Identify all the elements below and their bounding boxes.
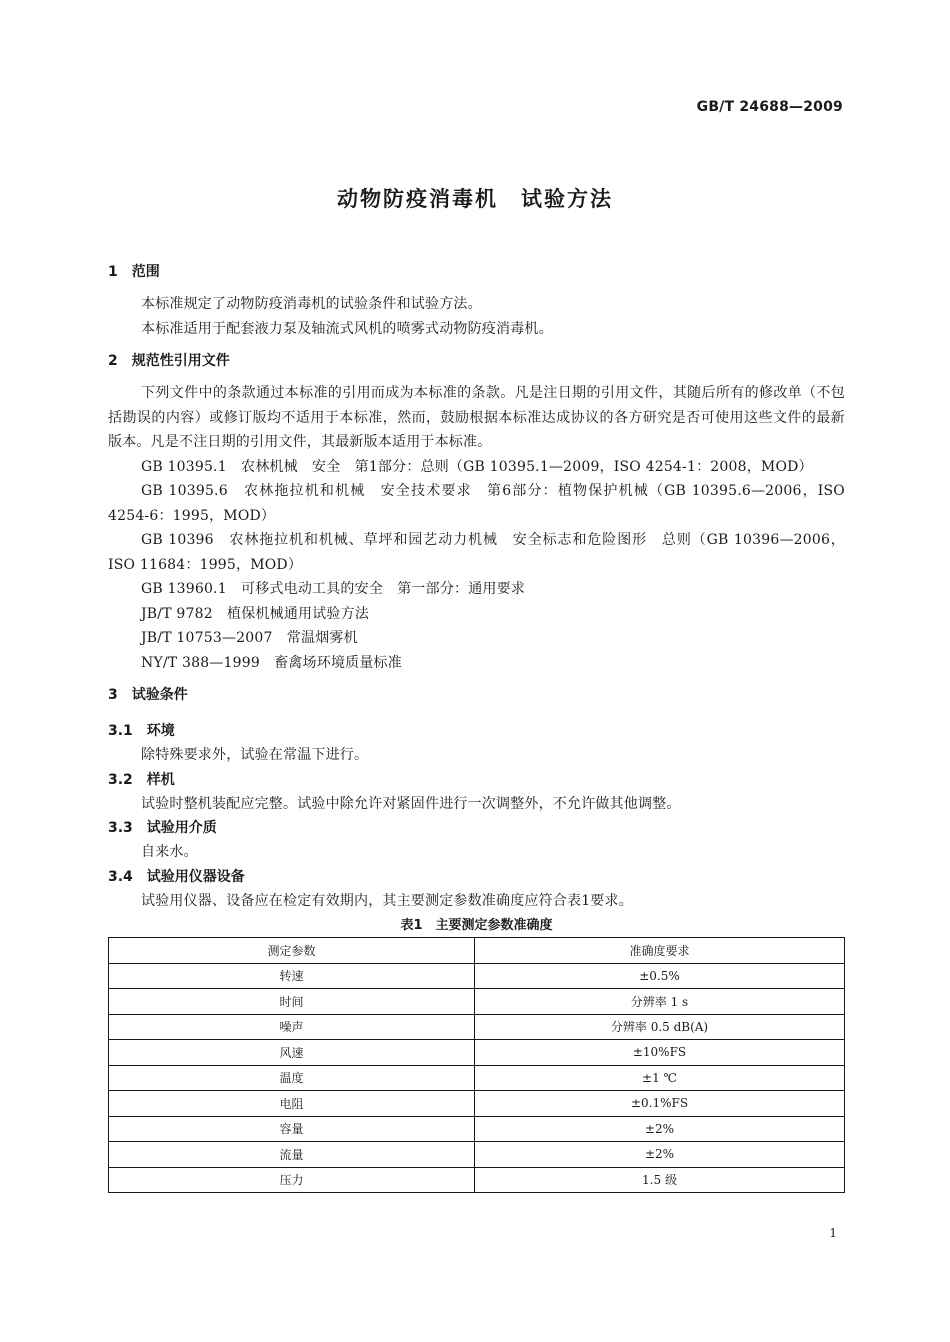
- parameter-cell: 压力: [109, 1167, 475, 1193]
- parameter-cell: 时间: [109, 989, 475, 1015]
- accuracy-cell: ±10%FS: [475, 1040, 845, 1066]
- reference-item: NY/T 388—1999 畜禽场环境质量标准: [141, 654, 402, 671]
- section-3-2-text: 试验时整机装配应完整。试验中除允许对紧固件进行一次调整外，不允许做其他调整。: [141, 795, 681, 812]
- reference-item: GB 10395.6 农林拖拉机和机械 安全技术要求 第6部分：植物保护机械（GB 10395.6—2006，ISO 4254-6：1995，MOD）: [108, 483, 850, 524]
- accuracy-cell: 分辨率 1 s: [475, 989, 845, 1015]
- parameter-cell: 转速: [109, 963, 475, 989]
- parameter-cell: 电阻: [109, 1091, 475, 1117]
- section-3-2-heading: 3.2 样机: [108, 771, 175, 788]
- reference-item: GB 10396 农林拖拉机和机械、草坪和园艺动力机械 安全标志和危险图形 总则（GB 10396—2006，ISO 11684：1995，MOD）: [108, 532, 845, 573]
- table-row: [109, 1065, 845, 1091]
- table-row: [109, 963, 845, 989]
- section-2-heading: 2 规范性引用文件: [108, 353, 230, 369]
- document-title: 动物防疫消毒机 试验方法: [337, 187, 613, 211]
- table-row: [109, 1091, 845, 1117]
- document-body: [108, 260, 850, 1193]
- parameter-cell: 噪声: [109, 1014, 475, 1040]
- reference-item: JB/T 10753—2007 常温烟雾机: [141, 630, 358, 646]
- parameter-cell: 风速: [109, 1040, 475, 1066]
- table-row: [109, 1014, 845, 1040]
- table-header-row: [109, 938, 845, 964]
- reference-item: GB 13960.1 可移式电动工具的安全 第一部分：通用要求: [141, 581, 526, 597]
- accuracy-table: [108, 937, 845, 1193]
- table-row: [109, 1116, 845, 1142]
- section-3-3-text: 自来水。: [141, 844, 198, 860]
- parameter-cell: 容量: [109, 1116, 475, 1142]
- section-3-3-heading: 3.3 试验用介质: [108, 820, 217, 836]
- accuracy-cell: ±2%: [475, 1116, 845, 1142]
- table-caption: 表1 主要测定参数准确度: [400, 918, 553, 933]
- section-3-4-text: 试验用仪器、设备应在检定有效期内，其主要测定参数准确度应符合表1要求。: [141, 892, 633, 909]
- section-1-heading: 1 范围: [108, 264, 160, 280]
- table-row: [109, 1167, 845, 1193]
- reference-item: GB 10395.1 农林机械 安全 第1部分：总则（GB 10395.1—2009，ISO 4254-1：2008，MOD）: [141, 458, 813, 475]
- section-1-paragraph-1: 本标准规定了动物防疫消毒机的试验条件和试验方法。: [141, 296, 482, 312]
- table-row: [109, 989, 845, 1015]
- standard-code: GB/T 24688—2009: [696, 99, 843, 115]
- accuracy-cell: ±0.1%FS: [475, 1091, 845, 1117]
- column-header-accuracy: 准确度要求: [475, 938, 845, 964]
- accuracy-cell: 分辨率 0.5 dB(A): [475, 1014, 845, 1040]
- section-2-intro: 下列文件中的条款通过本标准的引用而成为本标准的条款。凡是注日期的引用文件，其随后所有的修改单（不包括勘误的内容）或修订版均不适用于本标准，然而，鼓励根据本标准达成协议的各方研究是否可使用这些文件的最新版本。凡是不注日期的引用文件，其最新版本适用于本标准。: [108, 385, 845, 450]
- parameter-cell: 流量: [109, 1142, 475, 1168]
- accuracy-cell: ±0.5%: [475, 963, 845, 989]
- page-number: 1: [829, 1226, 837, 1240]
- section-3-4-heading: 3.4 试验用仪器设备: [108, 868, 245, 885]
- column-header-parameter: 测定参数: [109, 938, 475, 964]
- accuracy-cell: ±2%: [475, 1142, 845, 1168]
- section-3-heading: 3 试验条件: [108, 687, 188, 703]
- accuracy-cell: 1.5 级: [475, 1167, 845, 1193]
- section-1-paragraph-2: 本标准适用于配套液力泵及轴流式风机的喷雾式动物防疫消毒机。: [141, 320, 553, 337]
- parameter-cell: 温度: [109, 1065, 475, 1091]
- accuracy-cell: ±1 ℃: [475, 1065, 845, 1091]
- table-row: [109, 1142, 845, 1168]
- section-3-1-text: 除特殊要求外，试验在常温下进行。: [141, 747, 369, 763]
- section-3-1-heading: 3.1 环境: [108, 723, 175, 739]
- table-row: [109, 1040, 845, 1066]
- reference-item: JB/T 9782 植保机械通用试验方法: [141, 605, 370, 622]
